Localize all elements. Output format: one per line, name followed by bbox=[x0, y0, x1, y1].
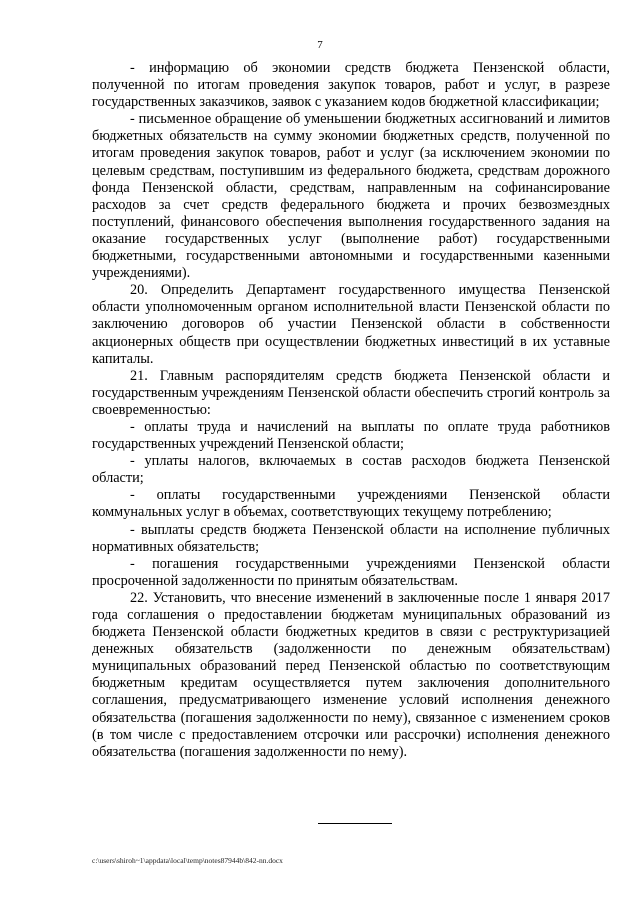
paragraph-utility-payments: - оплаты государственными учреждениями Пензенской области коммунальных услуг в объемах, соответствующих текущему потреблению; bbox=[92, 487, 610, 521]
paragraph-item-21: 21. Главным распорядителям средств бюджета Пензенской области и государственным учреждениям Пензенской области обеспечить строгий контроль за своевременностью: bbox=[92, 367, 610, 418]
paragraph-economy-info: - информацию об экономии средств бюджета Пензенской области, полученной по итогам проведения закупок товаров, работ и услуг, в разрезе государственных заказчиков, заявок с указанием кодов бюджетной классификации; bbox=[92, 60, 610, 111]
paragraph-tax-payments: - уплаты налогов, включаемых в состав расходов бюджета Пензенской области; bbox=[92, 453, 610, 487]
paragraph-written-request: - письменное обращение об уменьшении бюджетных ассигнований и лимитов бюджетных обязательств на сумму экономии бюджетных средств, полученной по итогам проведения закупок товаров, работ и услуг (за исключением экономии по целевым средствам, поступившим из федерального бюджета, средствам дорожного фонда Пензенской области, средствам, направленным на софинансирование расходов за счет средств федерального бюджета и прочих безвозмездных поступлений, финансового обеспечения выполнения государственного задания на оказание государственных услуг (выполнение работ) государственными бюджетными, государственными автономными и государственными казенными учреждениями). bbox=[92, 111, 610, 282]
paragraph-salary-payments: - оплаты труда и начислений на выплаты по оплате труда работников государственных учреждений Пензенской области; bbox=[92, 418, 610, 453]
end-separator-line bbox=[318, 823, 392, 824]
paragraph-overdue-debt: - погашения государственными учреждениями Пензенской области просроченной задолженности по принятым обязательствам. bbox=[92, 555, 610, 589]
document-body bbox=[92, 60, 610, 761]
footer-file-path: c:\users\shiroh~1\appdata\local\temp\notes87944b\842-nn.docx bbox=[92, 856, 283, 865]
paragraph-public-obligations: - выплаты средств бюджета Пензенской области на исполнение публичных нормативных обязательств; bbox=[92, 521, 610, 555]
page-number: 7 bbox=[317, 39, 323, 51]
paragraph-item-22: 22. Установить, что внесение изменений в заключенные после 1 января 2017 года соглашения о предоставлении бюджетам муниципальных образований из бюджета Пензенской области бюджетных кредитов в связи с реструктуризацией денежных обязательств (задолженности по денежным обязательствам) муниципальных образований перед Пензенской областью по соответствующим бюджетным кредитам осуществляется путем заключения дополнительного соглашения, предусматривающего изменение условий исполнения денежного обязательства (погашения задолженности по нему), связанное с изменением сроков (в том числе с предоставлением отсрочки или рассрочки) исполнения денежного обязательства (погашения задолженности по нему). bbox=[92, 589, 610, 760]
paragraph-item-20: 20. Определить Департамент государственного имущества Пензенской области уполномоченным органом исполнительной власти Пензенской области по заключению договоров об участии Пензенской области в собственности акционерных обществ при осуществлении бюджетных инвестиций в их уставные капиталы. bbox=[92, 282, 610, 367]
